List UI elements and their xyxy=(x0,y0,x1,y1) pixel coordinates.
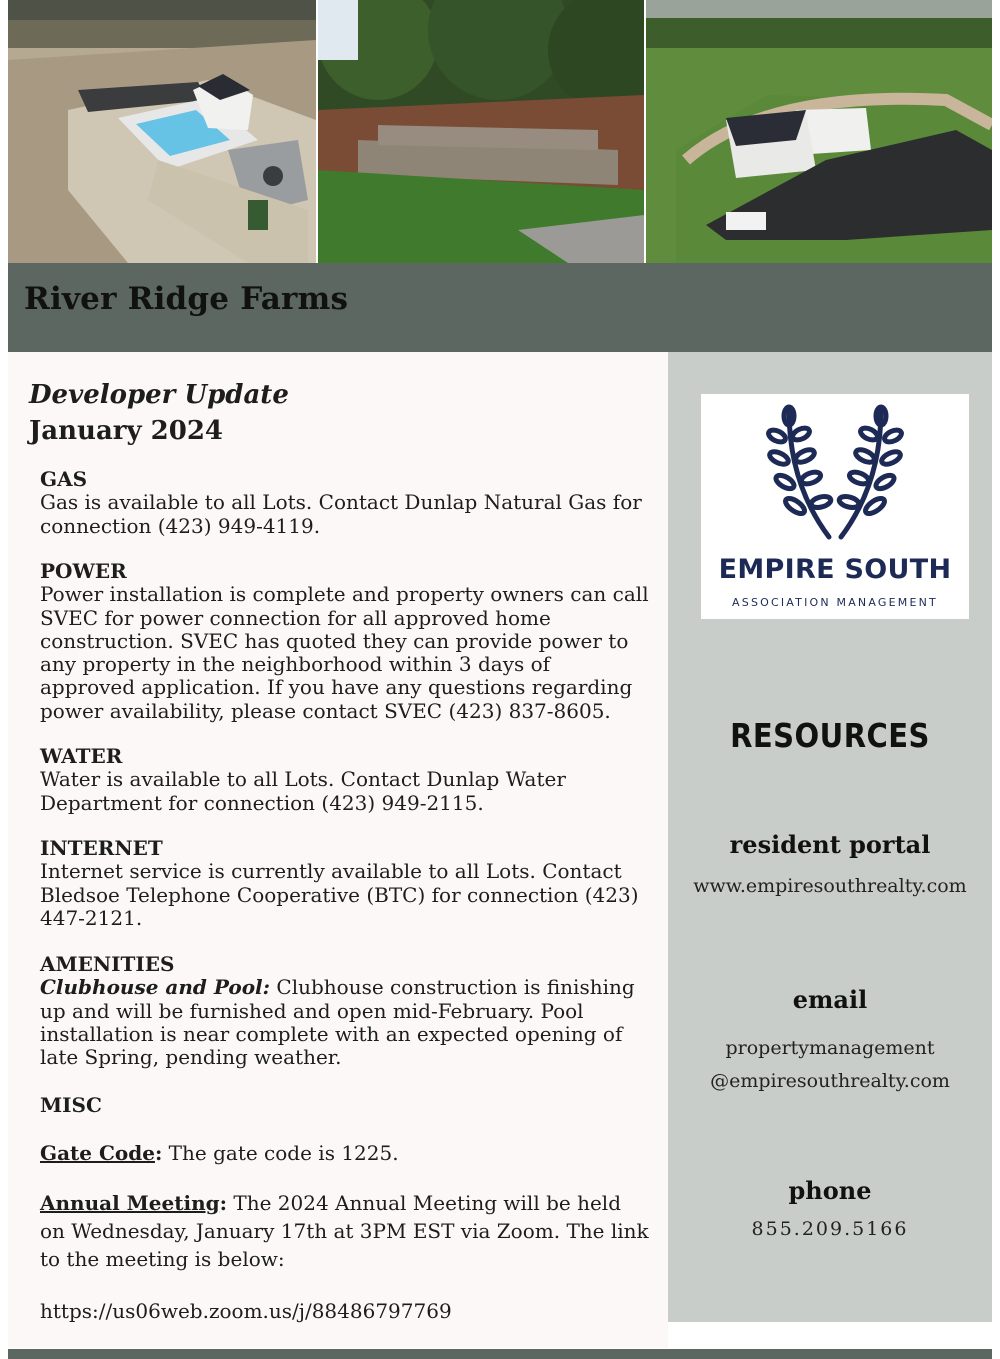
logo-tagline: ASSOCIATION MANAGEMENT xyxy=(732,596,938,609)
misc-heading: MISC xyxy=(40,1093,102,1117)
email-address-line2[interactable]: @empiresouthrealty.com xyxy=(710,1070,950,1092)
water-heading: WATER xyxy=(40,744,123,768)
resources-sidebar xyxy=(668,352,992,1322)
email-address-line1[interactable]: propertymanagement xyxy=(725,1037,935,1059)
empire-south-logo xyxy=(701,394,969,619)
power-heading: POWER xyxy=(40,559,127,583)
water-body: Water is available to all Lots. Contact Dunlap Water Department for connection (423) 949-2115. xyxy=(40,767,566,815)
gas-section xyxy=(40,468,650,538)
logo-company-name: EMPIRE SOUTH xyxy=(718,554,952,585)
email-heading: email xyxy=(792,985,868,1014)
clubhouse-parking-aerial-photo xyxy=(646,0,992,263)
update-subtitle: Developer Update xyxy=(29,380,289,410)
title-band xyxy=(8,263,992,352)
resident-portal-url[interactable]: www.empiresouthrealty.com xyxy=(693,875,967,897)
photo-strip xyxy=(8,0,992,263)
gas-heading: GAS xyxy=(40,467,88,491)
water-section xyxy=(40,745,650,815)
gas-body: Gas is available to all Lots. Contact Dunlap Natural Gas for connection (423) 949-4119. xyxy=(40,490,642,538)
gate-code-colon: : xyxy=(154,1141,163,1165)
internet-heading: INTERNET xyxy=(40,836,163,860)
gate-code-section xyxy=(40,1140,650,1166)
power-body: Power installation is complete and property owners can call SVEC for power connection for all approved home construction. SVEC has quoted they can provide power to any property in the neighborhood within 3 days of approved application. If you have any questions regarding power availability, please contact SVEC (423) 837-8605. xyxy=(40,582,649,723)
update-date: January 2024 xyxy=(29,416,224,446)
annual-meeting-colon: : xyxy=(219,1191,227,1215)
gate-code-label: Gate Code xyxy=(40,1141,155,1165)
amenities-heading: AMENITIES xyxy=(40,952,175,976)
amenities-body: Clubhouse construction is finishing up and will be furnished and open mid-February. Pool installation is near complete with an expected opening of late Spring, pending weather. xyxy=(40,975,635,1070)
annual-meeting-label: Annual Meeting xyxy=(40,1191,220,1215)
resources-heading: RESOURCES xyxy=(730,716,930,755)
amenities-paragraph xyxy=(40,976,650,1069)
clubhouse-pool-label: Clubhouse and Pool: xyxy=(40,975,271,1000)
amenities-section xyxy=(40,953,650,1069)
annual-meeting-body: The 2024 Annual Meeting will be held on Wednesday, January 17th at 3PM EST via Zoom. The link to the meeting is below: xyxy=(40,1191,649,1271)
internet-body: Internet service is currently available to all Lots. Contact Bledsoe Telephone Cooperative (BTC) for connection (423) 447-2121. xyxy=(40,859,639,930)
internet-section xyxy=(40,837,650,930)
retaining-wall-landscape-photo xyxy=(318,0,644,263)
clubhouse-pool-aerial-photo xyxy=(8,0,316,263)
power-section xyxy=(40,560,650,723)
bottom-bar xyxy=(8,1349,992,1359)
page-title: River Ridge Farms xyxy=(24,281,349,317)
main-content xyxy=(8,352,668,1348)
gate-code-body: The gate code is 1225. xyxy=(162,1141,399,1165)
resident-portal-heading: resident portal xyxy=(729,830,931,859)
laurel-wreath-icon xyxy=(759,402,911,552)
phone-heading: phone xyxy=(788,1176,872,1205)
phone-number[interactable]: 855.209.5166 xyxy=(751,1218,909,1240)
annual-meeting-section xyxy=(40,1189,650,1273)
zoom-link[interactable]: https://us06web.zoom.us/j/88486797769 xyxy=(40,1299,452,1323)
